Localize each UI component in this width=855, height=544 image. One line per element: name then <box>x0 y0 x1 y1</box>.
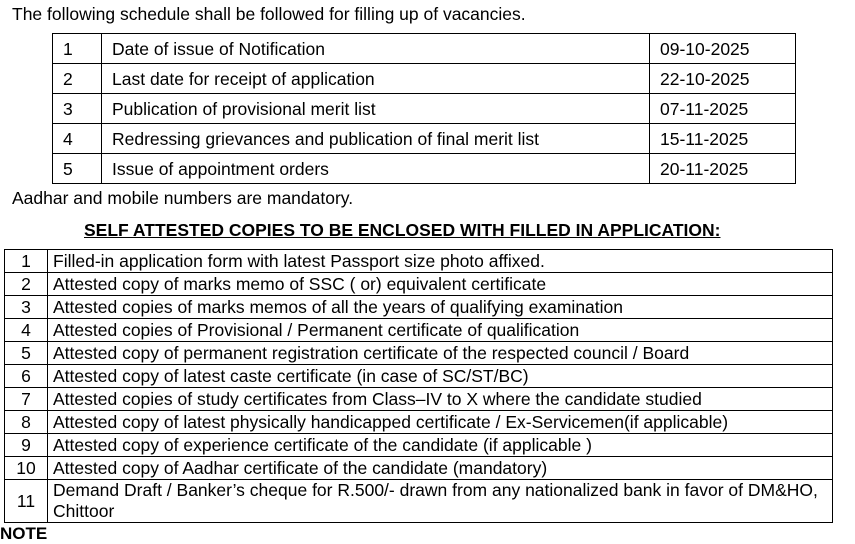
schedule-date: 15-11-2025 <box>650 124 796 154</box>
table-row <box>5 296 833 319</box>
document-text: Demand Draft / Banker’s cheque for R.500/- drawn from any nationalized bank in favor of DM&HO, Chittoor <box>48 480 833 523</box>
document-number: 9 <box>5 434 48 457</box>
document-number: 7 <box>5 388 48 411</box>
cutoff-heading: NOTE <box>0 524 48 543</box>
schedule-date: 09-10-2025 <box>650 34 796 64</box>
schedule-table <box>52 33 796 184</box>
schedule-date: 22-10-2025 <box>650 64 796 94</box>
table-row <box>5 250 833 273</box>
schedule-event: Date of issue of Notification <box>102 34 650 64</box>
schedule-number: 3 <box>53 94 102 124</box>
document-number: 4 <box>5 319 48 342</box>
document-text: Attested copy of experience certificate of the candidate (if applicable ) <box>48 434 833 457</box>
document-text: Attested copies of study certificates from Class–IV to X where the candidate studied <box>48 388 833 411</box>
table-row <box>5 434 833 457</box>
document-number: 11 <box>5 480 48 523</box>
schedule-event: Publication of provisional merit list <box>102 94 650 124</box>
table-row <box>53 94 796 124</box>
document-text: Filled-in application form with latest Passport size photo affixed. <box>48 250 833 273</box>
document-number: 10 <box>5 457 48 480</box>
document-number: 3 <box>5 296 48 319</box>
intro-text: The following schedule shall be followed for filling up of vacancies. <box>12 4 526 24</box>
schedule-number: 5 <box>53 154 102 184</box>
table-row <box>5 319 833 342</box>
document-number: 8 <box>5 411 48 434</box>
document-text: Attested copy of marks memo of SSC ( or) equivalent certificate <box>48 273 833 296</box>
schedule-number: 4 <box>53 124 102 154</box>
table-row <box>5 457 833 480</box>
table-row <box>53 124 796 154</box>
table-row <box>5 365 833 388</box>
document-text: Attested copy of permanent registration certificate of the respected council / Board <box>48 342 833 365</box>
mandatory-note: Aadhar and mobile numbers are mandatory. <box>12 188 354 208</box>
table-row <box>53 154 796 184</box>
schedule-number: 2 <box>53 64 102 94</box>
document-text: Attested copies of marks memos of all the years of qualifying examination <box>48 296 833 319</box>
document-number: 6 <box>5 365 48 388</box>
schedule-event: Last date for receipt of application <box>102 64 650 94</box>
table-row <box>5 388 833 411</box>
document-text: Attested copies of Provisional / Permanent certificate of qualification <box>48 319 833 342</box>
documents-table <box>4 249 833 523</box>
schedule-number: 1 <box>53 34 102 64</box>
table-row <box>5 273 833 296</box>
table-row <box>5 480 833 523</box>
schedule-event: Issue of appointment orders <box>102 154 650 184</box>
table-row <box>53 34 796 64</box>
table-row <box>5 342 833 365</box>
document-text: Attested copy of latest physically handicapped certificate / Ex-Servicemen(if applicable) <box>48 411 833 434</box>
documents-heading: SELF ATTESTED COPIES TO BE ENCLOSED WITH FILLED IN APPLICATION: <box>84 220 721 240</box>
document-text: Attested copy of Aadhar certificate of the candidate (mandatory) <box>48 457 833 480</box>
document-text: Attested copy of latest caste certificate (in case of SC/ST/BC) <box>48 365 833 388</box>
document-number: 2 <box>5 273 48 296</box>
document-number: 5 <box>5 342 48 365</box>
table-row <box>5 411 833 434</box>
schedule-date: 20-11-2025 <box>650 154 796 184</box>
table-row <box>53 64 796 94</box>
schedule-event: Redressing grievances and publication of final merit list <box>102 124 650 154</box>
document-number: 1 <box>5 250 48 273</box>
schedule-date: 07-11-2025 <box>650 94 796 124</box>
